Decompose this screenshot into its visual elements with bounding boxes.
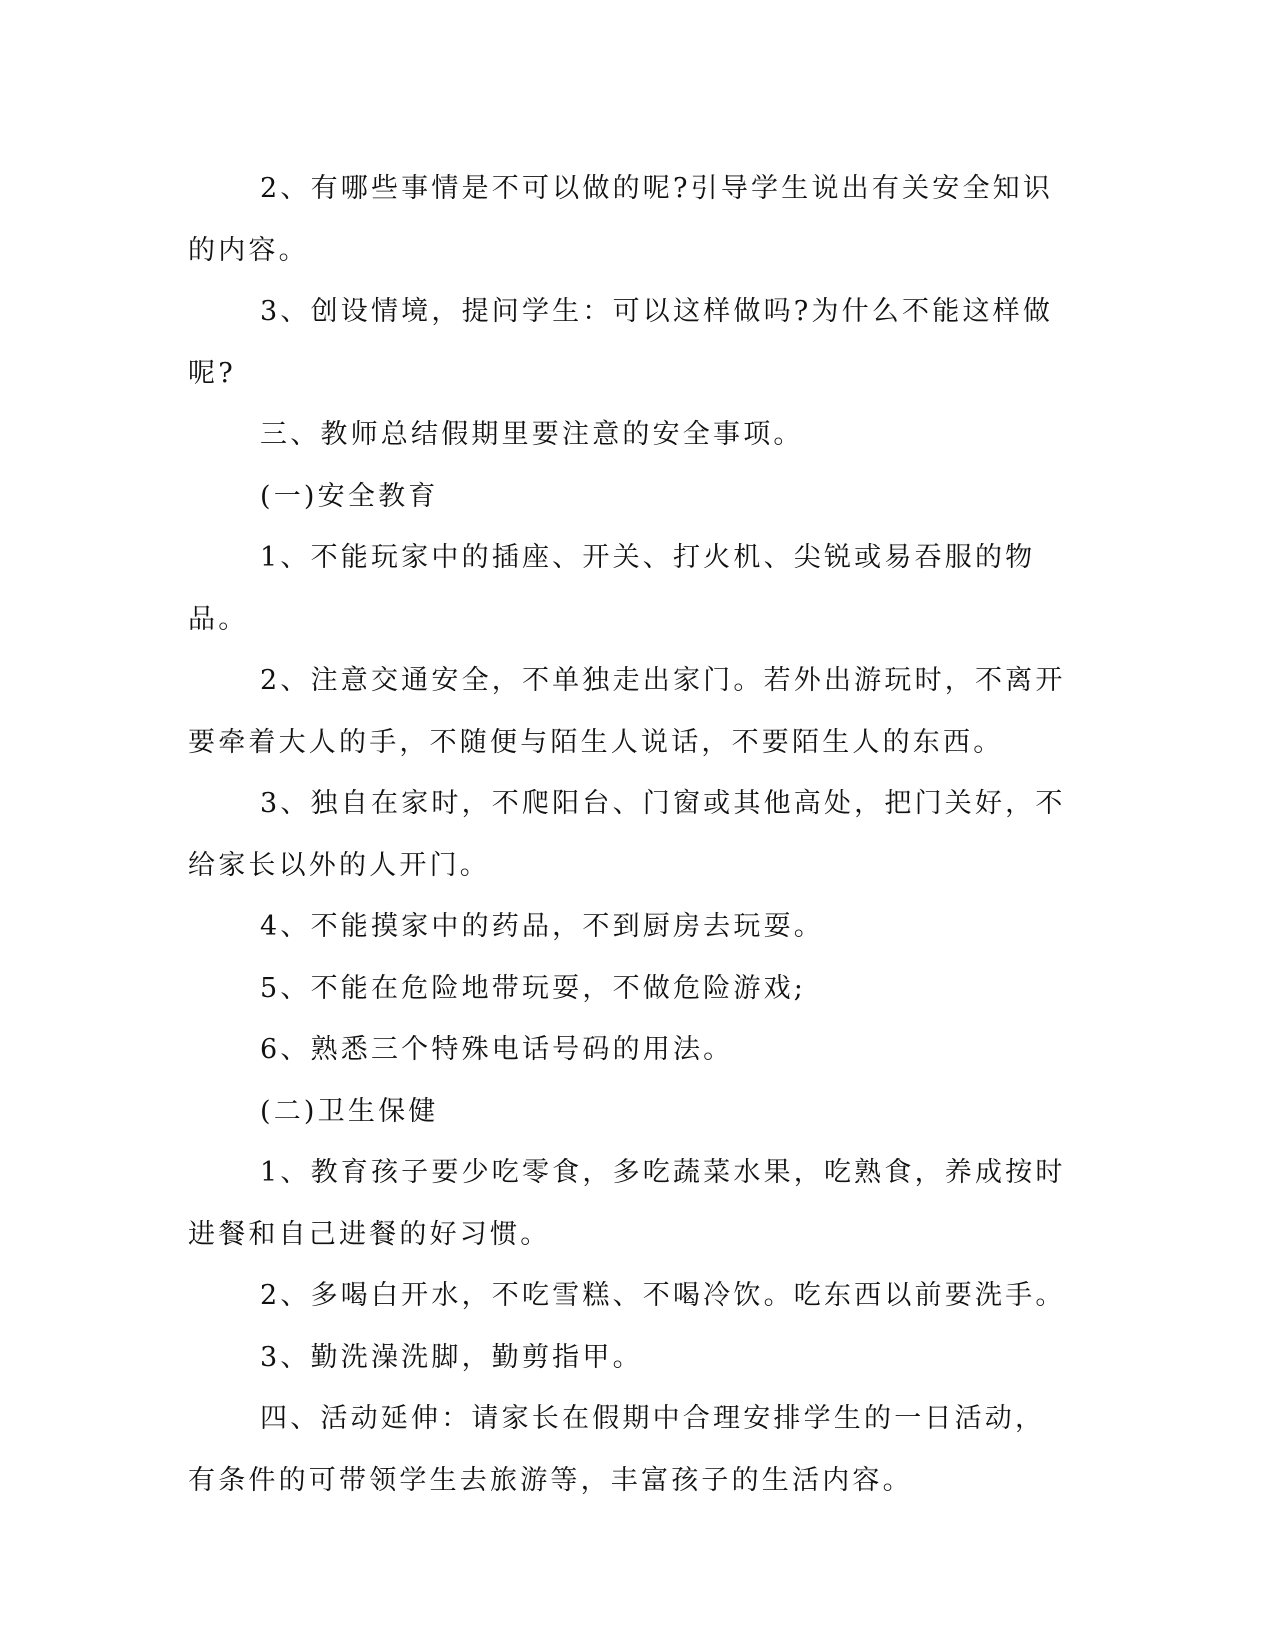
list-item: 3、独自在家时，不爬阳台、门窗或其他高处，把门关好，不给家长以外的人开门。 — [188, 788, 1066, 881]
subsection-heading: (二)卫生保健 — [260, 1095, 439, 1127]
section-heading: 四、活动延伸：请家长在假期中合理安排学生的一日活动，有条件的可带领学生去旅游等，丰富孩子的生活内容。 — [188, 1403, 1046, 1496]
list-item: 2、多喝白开水，不吃雪糕、不喝冷饮。吃东西以前要洗手。 — [260, 1280, 1066, 1311]
list-item: 5、不能在危险地带玩耍，不做危险游戏; — [260, 972, 807, 1004]
section-heading: 三、教师总结假期里要注意的安全事项。 — [260, 419, 804, 450]
list-item: 2、注意交通安全，不单独走出家门。若外出游玩时，不离开要牵着大人的手，不随便与陌生人说话，不要陌生人的东西。 — [188, 665, 1066, 758]
list-item: 4、不能摸家中的药品，不到厨房去玩耍。 — [260, 911, 824, 942]
list-item: 3、勤洗澡洗脚，勤剪指甲。 — [260, 1341, 643, 1373]
list-item: 6、熟悉三个特殊电话号码的用法。 — [260, 1034, 734, 1065]
subsection-heading: (一)安全教育 — [260, 480, 439, 512]
document-body — [188, 158, 1068, 1511]
paragraph: 3、创设情境，提问学生：可以这样做吗?为什么不能这样做呢? — [188, 296, 1054, 389]
paragraph: 2、有哪些事情是不可以做的呢?引导学生说出有关安全知识的内容。 — [188, 173, 1054, 266]
list-item: 1、不能玩家中的插座、开关、打火机、尖锐或易吞服的物品。 — [188, 542, 1036, 635]
list-item: 1、教育孩子要少吃零食，多吃蔬菜水果，吃熟食，养成按时进餐和自己进餐的好习惯。 — [188, 1157, 1066, 1250]
